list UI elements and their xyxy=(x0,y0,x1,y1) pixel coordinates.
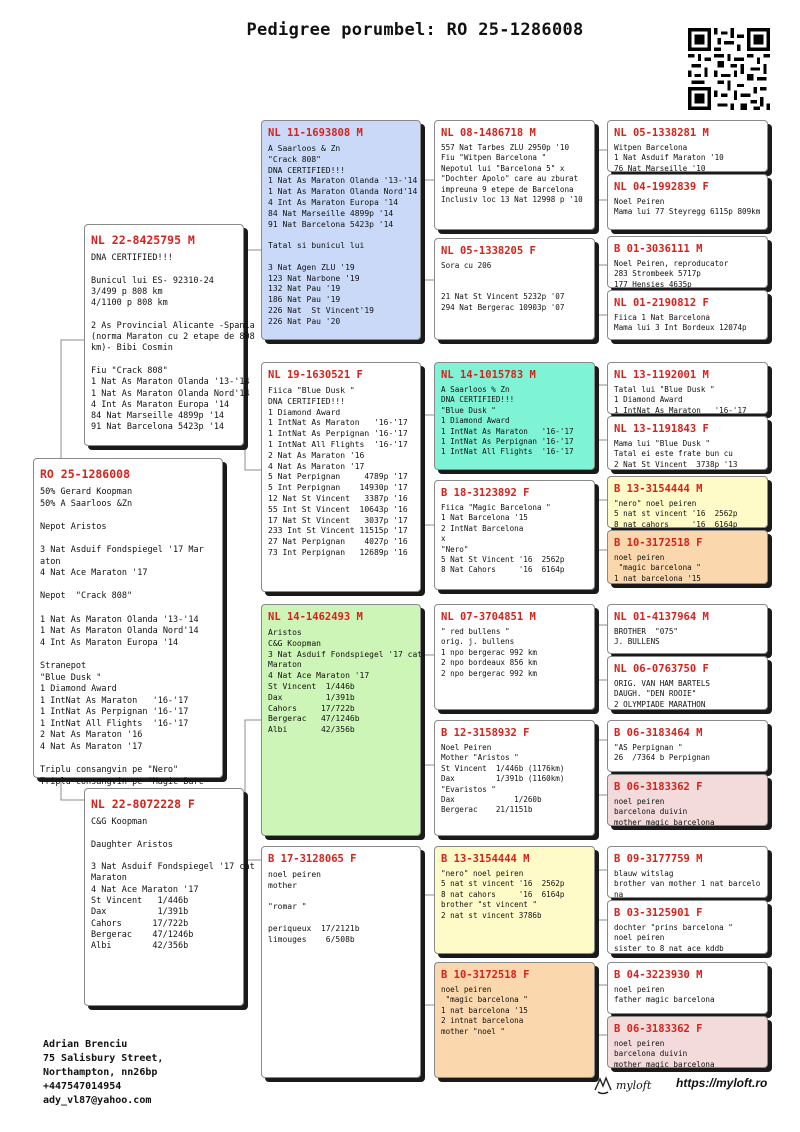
page-title: Pedigree porumbel: RO 25-1286008 xyxy=(246,20,584,40)
pigeon-details: "AS Perpignan " 26 /7364 b Perpignan xyxy=(614,743,711,763)
ring-number: B 10-3172518 F xyxy=(441,969,530,981)
ring-number: B 12-3158932 F xyxy=(441,727,530,739)
pigeon-card-gen5-14[interactable] xyxy=(607,900,768,954)
ring-number: NL 01-2190812 F xyxy=(614,297,709,309)
pigeon-details: noel peiren barcelona duivin mother magic barcelona xyxy=(614,797,715,827)
ring-number: NL 22-8072228 F xyxy=(91,797,195,811)
pigeon-card-gen5-7[interactable] xyxy=(607,476,768,528)
pigeon-card-gen4-3[interactable] xyxy=(434,362,595,470)
pigeon-details: BROTHER "075" J. BULLENS xyxy=(614,627,679,647)
pigeon-card-gen4-1[interactable] xyxy=(434,120,595,230)
pigeon-card-gen5-12[interactable] xyxy=(607,774,768,826)
pigeon-details: Noel Peiren Mama lui 77 Steyregg 6115p 809km xyxy=(614,197,761,217)
pigeon-card-gen5-6[interactable] xyxy=(607,416,768,470)
pigeon-details: Aristos C&G Koopman 3 Nat Asduif Fondspiegel '17 cat Maraton 4 Nat Ace Maraton '17 St Vincent 1/446b Dax 1/391b Cahors 17/722b Bergerac 47/1246b Albi 42/356b xyxy=(268,628,423,735)
ring-number: B 03-3125901 F xyxy=(614,907,703,919)
pigeon-card-gen5-5[interactable] xyxy=(607,362,768,414)
owner-contact xyxy=(43,1038,163,1108)
pigeon-card-gen4-4[interactable] xyxy=(434,480,595,590)
pigeon-details: noel peiren mother "romar " periqueux 17/2121b limouges 6/508b xyxy=(268,870,360,944)
pigeon-details: dochter "prins barcelona " noel peiren sister to 8 nat ace kddb xyxy=(614,923,733,953)
pigeon-card-gen5-9[interactable] xyxy=(607,604,768,654)
pigeon-details: Noel Peiren, reproducator 283 Strombeek 5717p 177 Hensies 4635p xyxy=(614,259,729,289)
pigeon-card-gen5-16[interactable] xyxy=(607,1016,768,1068)
pigeon-details: " red bullens " orig. j. bullens 1 npo bergerac 992 km 2 npo bordeaux 856 km 2 npo bergerac 992 km xyxy=(441,627,538,678)
ring-number: NL 07-3704851 M xyxy=(441,611,536,623)
owner-city: Northampton, nn26bp xyxy=(43,1067,158,1078)
ring-number: B 13-3154444 M xyxy=(441,853,530,865)
pigeon-card-dam-dam[interactable] xyxy=(261,846,421,1078)
pigeon-details: Fiica "Magic Barcelona " 1 Nat Barcelona '15 2 IntNat Barcelona x "Nero" 5 Nat St Vincent '16 2562p 8 Nat Cahors '16 6164p xyxy=(441,503,565,575)
pigeon-card-gen5-1[interactable] xyxy=(607,120,768,172)
pigeon-details: "nero" noel peiren 5 nat st vincent '16 2562p 8 nat cahors '16 6164p brother "st vincent " 2 nat st vincent 3786b xyxy=(441,869,565,920)
pigeon-card-gen5-15[interactable] xyxy=(607,962,768,1014)
pigeon-details: 557 Nat Tarbes ZLU 2950p '10 Fiu "Witpen Barcelona " Nepotul lui "Barcelona 5" x "Dochter Apolo" care au zburat impreuna 9 etepe de Barcelona Inclusiv loc 13 Nat 12998 p '10 xyxy=(441,143,583,205)
ring-number: NL 14-1015783 M xyxy=(441,369,536,381)
ring-number: B 04-3223930 M xyxy=(614,969,703,981)
pigeon-details: noel peiren "magic barcelona " 1 nat barcelona '15 xyxy=(614,553,701,583)
pigeon-card-gen5-2[interactable] xyxy=(607,174,768,230)
pigeon-card-gen5-4[interactable] xyxy=(607,290,768,340)
pigeon-card-gen4-2[interactable] xyxy=(434,238,595,340)
ring-number: NL 06-0763750 F xyxy=(614,663,709,675)
ring-number: B 06-3183464 M xyxy=(614,727,703,739)
ring-number: B 01-3036111 M xyxy=(614,243,703,255)
pigeon-card-dam-sire[interactable] xyxy=(261,604,421,836)
pigeon-details: C&G Koopman Daughter Aristos 3 Nat Asduif Fondspiegel '17 cat Maraton 4 Nat Ace Maraton '17 St Vincent 1/446b Dax 1/391b Cahors 17/722b Bergerac 47/1246b Albi 42/356b xyxy=(91,817,255,952)
ring-number: B 17-3128065 F xyxy=(268,853,357,865)
pigeon-details: "nero" noel peiren 5 nat st vincent '16 2562p 8 nat cahors '16 6164p xyxy=(614,499,738,529)
ring-number: B 06-3183362 F xyxy=(614,1023,703,1035)
ring-number: NL 05-1338281 M xyxy=(614,127,709,139)
pigeon-card-dam[interactable] xyxy=(84,788,255,1006)
pigeon-card-gen4-6[interactable] xyxy=(434,720,595,836)
pigeon-details: noel peiren father magic barcelona xyxy=(614,985,715,1005)
pigeon-card-gen5-3[interactable] xyxy=(607,236,768,288)
pigeon-details: A Saarloos % Zn DNA CERTIFIED!!! "Blue Dusk " 1 Diamond Award 1 IntNat As Maraton '16-'17 1 IntNat As Perpignan '16-'17 1 IntNat All Flights '16-'17 xyxy=(441,385,574,457)
website-link[interactable]: https://myloft.ro xyxy=(676,1076,768,1090)
ring-number: NL 22-8425795 M xyxy=(91,233,195,247)
pigeon-details: A Saarloos & Zn "Crack 808" DNA CERTIFIED!!! 1 Nat As Maraton Olanda '13-'14 1 Nat As Maraton Olanda Nord'14 4 Int As Maraton Europa '14 84 Nat Marseille 4899p '14 91 Nat Barcelona 5423p '14 Tatal si bunicul lui 3 Nat Agen ZLU '19 123 Nat Narbone '19 132 Nat Pau '19 186 Nat Pau '19 226 Nat St Vincent'19 226 Nat Pau '20 xyxy=(268,144,418,326)
pigeon-card-gen4-8[interactable] xyxy=(434,962,595,1078)
pigeon-card-gen5-11[interactable] xyxy=(607,720,768,772)
ring-number: B 13-3154444 M xyxy=(614,483,703,495)
ring-number: NL 13-1191843 F xyxy=(614,423,709,435)
pigeon-details: Tatal lui "Blue Dusk " 1 Diamond Award 1 IntNat As Maraton '16-'17 xyxy=(614,385,747,415)
myloft-brand xyxy=(592,1074,651,1096)
pigeon-card-sire-dam[interactable] xyxy=(261,362,421,592)
pigeon-card-gen4-7[interactable] xyxy=(434,846,595,954)
pigeon-card-gen4-5[interactable] xyxy=(434,604,595,710)
pigeon-card-gen5-8[interactable] xyxy=(607,530,768,584)
owner-name: Adrian Brenciu xyxy=(43,1039,128,1050)
owner-phone: +447547014954 xyxy=(43,1081,122,1092)
ring-number: NL 14-1462493 M xyxy=(268,611,363,623)
owner-email[interactable]: ady_vl87@yahoo.com xyxy=(43,1095,152,1106)
pigeon-details: 50% Gerard Koopman 50% A Saarloos &Zn Nepot Aristos 3 Nat Asduif Fondspiegel '17 Mar aton 4 Nat Ace Maraton '17 Nepot "Crack 808" 1 Nat As Maraton Olanda '13-'14 1 Nat As Maraton Olanda Nord'14 4 Int As Maraton Europa '14 Stranepot "Blue Dusk " 1 Diamond Award 1 IntNat As Maraton '16-'17 1 IntNat As Perpignan '16-'17 1 IntNat All Flights '16-'17 2 Nat As Maraton '16 4 Nat As Maraton '17 Triplu consangvin pe "Nero" Triplu consangvin pe "Magic Barc xyxy=(40,487,204,787)
pigeon-details: DNA CERTIFIED!!! Bunicul lui ES- 92310-24 3/499 p 808 km 4/1100 p 808 km 2 As Provincial Alicante -Spania (norma Maraton cu 2 etape de 808 km)- Bibi Cosmin Fiu "Crack 808" 1 Nat As Maraton Olanda '13-'14 1 Nat As Maraton Olanda Nord'14 4 Int As Maraton Europa '14 84 Nat Marseille 4899p '14 91 Nat Barcelona 5423p '14 xyxy=(91,253,255,433)
pigeon-card-sire[interactable] xyxy=(84,224,255,446)
pigeon-details: Witpen Barcelona 1 Nat Asduif Maraton '10 76 Nat Marseille '10 xyxy=(614,143,724,173)
ring-number: RO 25-1286008 xyxy=(40,467,131,481)
pigeon-details: noel peiren barcelona duivin mother magic barcelona xyxy=(614,1039,715,1069)
ring-number: NL 05-1338205 F xyxy=(441,245,536,257)
pigeon-details: ORIG. VAN HAM BARTELS DAUGH. "DEN ROOIE" 2 OLYMPIADE MARATHON xyxy=(614,679,711,709)
ring-number: B 06-3183362 F xyxy=(614,781,703,793)
pigeon-card-sire-sire[interactable] xyxy=(261,120,421,340)
pigeon-card-gen5-13[interactable] xyxy=(607,846,768,898)
ring-number: NL 08-1486718 M xyxy=(441,127,536,139)
ring-number: B 18-3123892 F xyxy=(441,487,530,499)
ring-number: NL 01-4137964 M xyxy=(614,611,709,623)
pigeon-details: blauw witslag brother van mother 1 nat barcelo na xyxy=(614,869,761,899)
ring-number: B 09-3177759 M xyxy=(614,853,703,865)
pigeon-details: Fiica 1 Nat Barcelona Mama lui 3 Int Bordeux 12074p xyxy=(614,313,747,333)
owner-street: 75 Salisbury Street, xyxy=(43,1053,164,1064)
pigeon-details: Fiica "Blue Dusk " DNA CERTIFIED!!! 1 Diamond Award 1 IntNat As Maraton '16-'17 1 IntNat As Perpignan '16-'17 1 IntNat All Flights '16-'17 2 Nat As Maraton '16 4 Nat As Maraton '17 5 Nat Perpignan 4789p '17 5 Int Perpignan 14930p '17 12 Nat St Vincent 3387p '16 55 Int St Vincent 10643p '16 17 Nat St Vincent 3037p '17 233 Int St Vincent 11515p '17 27 Nat Perpignan 4027p '16 73 Int Perpignan 12689p '16 xyxy=(268,386,408,557)
ring-number: NL 19-1630521 F xyxy=(268,369,363,381)
qr-code-icon xyxy=(688,28,770,110)
pigeon-details: Mama lui "Blue Dusk " Tatal ei este frate bun cu 2 Nat St Vincent 3738p '13 xyxy=(614,439,738,469)
ring-number: NL 04-1992839 F xyxy=(614,181,709,193)
ring-number: NL 13-1192001 M xyxy=(614,369,709,381)
pigeon-details: noel peiren "magic barcelona " 1 nat barcelona '15 2 intnat barcelona mother "noel " xyxy=(441,985,528,1036)
ring-number: NL 11-1693808 M xyxy=(268,127,363,139)
brand-name: myloft xyxy=(616,1078,652,1092)
myloft-logo-icon xyxy=(592,1074,614,1096)
pigeon-details: Noel Peiren Mother "Aristos " St Vincent 1/446b (1176km) Dax 1/391b (1160km) "Evaristos " Dax 1/260b Bergerac 21/1151b xyxy=(441,743,565,815)
pigeon-card-gen5-10[interactable] xyxy=(607,656,768,710)
pigeon-card-subject[interactable] xyxy=(33,458,223,787)
ring-number: B 10-3172518 F xyxy=(614,537,703,549)
pigeon-details: Sora cu 206 21 Nat St Vincent 5232p '07 294 Nat Bergerac 10903p '07 xyxy=(441,261,565,312)
